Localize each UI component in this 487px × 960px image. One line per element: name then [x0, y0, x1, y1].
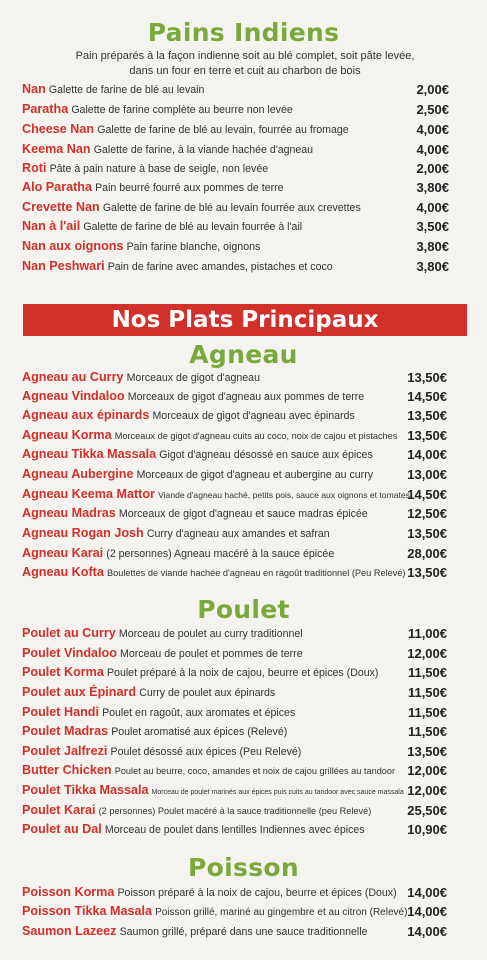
item-name: Poisson Tikka Masala	[22, 904, 152, 918]
item-price: 11,00€	[407, 626, 447, 641]
menu-item	[22, 624, 303, 643]
item-name: Keema Nan	[22, 142, 91, 156]
menu-item	[22, 644, 303, 663]
item-price: 4,00€	[416, 122, 449, 137]
item-description: Saumon grillé, préparé dans une sauce traditionnelle	[119, 926, 368, 938]
menu-item	[22, 563, 406, 582]
item-description: Galette de farine de blé au levain fourrée à l'ail	[83, 221, 303, 233]
item-description: Morceaux de gigot d'agneau cuits au coco, noix de cajou et pistaches	[114, 431, 398, 441]
menu-item	[22, 178, 284, 197]
item-price: 28,00€	[407, 546, 447, 561]
item-description: Morceau de poulet dans lentilles Indiennes avec épices	[104, 824, 365, 836]
item-name: Saumon Lazeez	[22, 924, 117, 938]
item-description: Pain farine blanche, oignons	[126, 241, 261, 253]
item-price: 11,50€	[407, 665, 447, 680]
menu-item	[22, 722, 287, 741]
item-name: Nan Peshwari	[22, 259, 105, 273]
item-price: 2,00€	[416, 82, 449, 97]
menu-item	[22, 100, 293, 119]
item-name: Crevette Nan	[22, 200, 100, 214]
item-description: Poisson grillé, mariné au gingembre et au citron (Relevé)	[155, 907, 408, 918]
item-name: Poisson Korma	[22, 885, 115, 899]
item-price: 11,50€	[407, 724, 447, 739]
item-description: Curry d'agneau aux amandes et safran	[146, 528, 330, 540]
main-dishes-banner: Nos Plats Principaux	[23, 304, 467, 336]
item-description: Morceau de poulet au curry traditionnel	[118, 628, 303, 640]
item-name: Nan à l'ail	[22, 219, 81, 233]
item-name: Agneau Vindaloo	[22, 389, 125, 403]
item-price: 3,80€	[416, 239, 449, 254]
item-description: Poisson préparé à la noix de cajou, beurre et épices (Doux)	[117, 887, 397, 899]
menu-item	[22, 445, 373, 464]
item-price: 2,50€	[416, 102, 449, 117]
item-name: Poulet Tikka Massala	[22, 783, 149, 797]
menu-item	[22, 406, 355, 425]
item-description: Galette de farine complète au beurre non levée	[71, 104, 293, 116]
item-price: 14,00€	[407, 924, 447, 939]
section-title-poulet: Poulet	[197, 595, 290, 624]
section-title-poisson: Poisson	[188, 853, 299, 882]
item-price: 13,50€	[407, 428, 447, 443]
item-description: Poulet en ragoût, aux aromates et épices	[102, 707, 296, 719]
item-description: Morceaux de gigot d'agneau aux pommes de terre	[127, 391, 365, 403]
item-description: Morceau de poulet et pommes de terre	[120, 648, 303, 660]
item-name: Poulet Karai	[22, 803, 96, 817]
item-price: 14,00€	[407, 885, 447, 900]
menu-item	[22, 663, 378, 682]
item-price: 12,00€	[407, 783, 447, 798]
item-name: Poulet aux Épinard	[22, 685, 137, 699]
menu-item	[22, 426, 397, 445]
item-price: 2,00€	[416, 161, 449, 176]
item-name: Agneau Madras	[22, 506, 116, 520]
menu-item	[22, 781, 404, 800]
item-description: Galette de farine, à la viande hachée d'agneau	[93, 144, 314, 156]
menu-item	[22, 902, 407, 921]
item-price: 13,50€	[407, 565, 447, 580]
item-description: Viande d'agneau haché, petits pois, sauce aux oignons et tomates	[158, 490, 410, 500]
menu-item	[22, 140, 313, 159]
item-name: Alo Paratha	[22, 180, 92, 194]
menu-item	[22, 801, 371, 820]
item-name: Poulet au Dal	[22, 822, 102, 836]
item-name: Poulet Jalfrezi	[22, 744, 108, 758]
item-price: 13,50€	[407, 370, 447, 385]
item-price: 4,00€	[416, 142, 449, 157]
item-price: 12,00€	[407, 763, 447, 778]
menu-item	[22, 524, 330, 543]
item-description: Morceau de poulet marinés aux épices puis cuits au tandoor avec sauce massala	[151, 789, 404, 796]
item-name: Poulet Korma	[22, 665, 104, 679]
item-name: Agneau aux épinards	[22, 408, 150, 422]
menu-item	[22, 237, 260, 256]
item-description: Poulet désossé aux épices (Peu Relevé)	[110, 746, 302, 758]
section-title-agneau: Agneau	[189, 340, 298, 369]
item-description: Pâte à pain nature à base de seigle, non levée	[49, 163, 269, 175]
menu-item	[22, 485, 410, 504]
item-name: Roti	[22, 161, 47, 175]
item-name: Poulet Handi	[22, 705, 99, 719]
item-name: Paratha	[22, 102, 69, 116]
menu-item	[22, 198, 361, 217]
item-price: 13,00€	[407, 467, 447, 482]
menu-item	[22, 742, 301, 761]
item-price: 12,50€	[407, 506, 447, 521]
item-description: Galette de farine de blé au levain	[48, 84, 205, 96]
menu-item	[22, 683, 275, 702]
item-name: Agneau Korma	[22, 428, 112, 442]
item-description: Morceaux de gigot d'agneau et aubergine au curry	[136, 469, 374, 481]
menu-item	[22, 80, 204, 99]
item-price: 4,00€	[416, 200, 449, 215]
item-description: Pain beurré fourré aux pommes de terre	[95, 182, 284, 194]
item-price: 14,00€	[407, 904, 447, 919]
item-price: 10,90€	[407, 822, 447, 837]
item-price: 14,50€	[407, 389, 447, 404]
item-name: Agneau Karai	[22, 546, 104, 560]
item-price: 11,50€	[407, 685, 447, 700]
item-description: Boulettes de viande hachée d'agneau en ragoût traditionnel (Peu Relevé)	[106, 568, 406, 578]
item-name: Agneau Aubergine	[22, 467, 134, 481]
item-description: Poulet préparé à la noix de cajou, beurre et épices (Doux)	[106, 667, 379, 679]
item-description: Poulet aromatisé aux épices (Relevé)	[111, 726, 288, 738]
item-description: Pain de farine avec amandes, pistaches et coco	[107, 261, 333, 273]
item-name: Nan	[22, 82, 46, 96]
item-price: 12,00€	[407, 646, 447, 661]
item-name: Cheese Nan	[22, 122, 95, 136]
item-description: Morceaux de gigot d'agneau et sauce madras épicée	[118, 508, 368, 520]
item-description: (2 personnes) Poulet macéré à la sauce traditionnelle (peu Relevé)	[98, 806, 372, 816]
item-name: Poulet Madras	[22, 724, 109, 738]
item-price: 25,50€	[407, 803, 447, 818]
item-name: Poulet au Curry	[22, 626, 116, 640]
item-name: Agneau Tikka Massala	[22, 447, 157, 461]
item-description: (2 personnes) Agneau macéré à la sauce épicée	[106, 548, 335, 560]
item-description: Curry de poulet aux épinards	[139, 687, 276, 699]
item-price: 13,50€	[407, 744, 447, 759]
item-description: Galette de farine de blé au levain fourrée aux crevettes	[102, 202, 361, 214]
item-name: Poulet Vindaloo	[22, 646, 117, 660]
item-price: 13,50€	[407, 408, 447, 423]
item-description: Galette de farine de blé au levain, fourrée au fromage	[97, 124, 349, 136]
item-name: Agneau au Curry	[22, 370, 124, 384]
item-name: Agneau Keema Mattor	[22, 487, 155, 501]
item-description: Morceaux de gigot d'agneau avec épinards	[152, 410, 355, 422]
item-name: Agneau Kofta	[22, 565, 104, 579]
pains-intro-line-2: dans un four en terre et cuit au charbon de bois	[129, 65, 361, 77]
menu-item	[22, 761, 395, 780]
item-price: 3,80€	[416, 180, 449, 195]
item-description: Gigot d'agneau désossé en sauce aux épices	[159, 449, 373, 461]
menu-item	[22, 368, 260, 387]
section-title-pains: Pains Indiens	[147, 18, 340, 47]
menu-item	[22, 820, 365, 839]
pains-intro-line-1: Pain préparés à la façon indienne soit au blé complet, soit pâte levée,	[75, 50, 415, 62]
menu-item	[22, 465, 373, 484]
item-name: Nan aux oignons	[22, 239, 124, 253]
item-price: 14,50€	[407, 487, 447, 502]
menu-item	[22, 257, 333, 276]
menu-item	[22, 544, 334, 563]
menu-item	[22, 703, 295, 722]
item-price: 3,80€	[416, 259, 449, 274]
item-name: Butter Chicken	[22, 763, 112, 777]
item-description: Poulet au beurre, coco, amandes et noix de cajou grillées au tandoor	[114, 766, 396, 776]
item-price: 13,50€	[407, 526, 447, 541]
item-price: 11,50€	[407, 705, 447, 720]
menu-item	[22, 217, 302, 236]
item-name: Agneau Rogan Josh	[22, 526, 144, 540]
item-price: 14,00€	[407, 447, 447, 462]
menu-item	[22, 883, 397, 902]
item-description: Morceaux de gigot d'agneau	[126, 372, 260, 384]
menu-item	[22, 159, 268, 178]
menu-item	[22, 120, 349, 139]
menu-item	[22, 387, 364, 406]
menu-item	[22, 504, 368, 523]
menu-item	[22, 922, 368, 941]
item-price: 3,50€	[416, 219, 449, 234]
